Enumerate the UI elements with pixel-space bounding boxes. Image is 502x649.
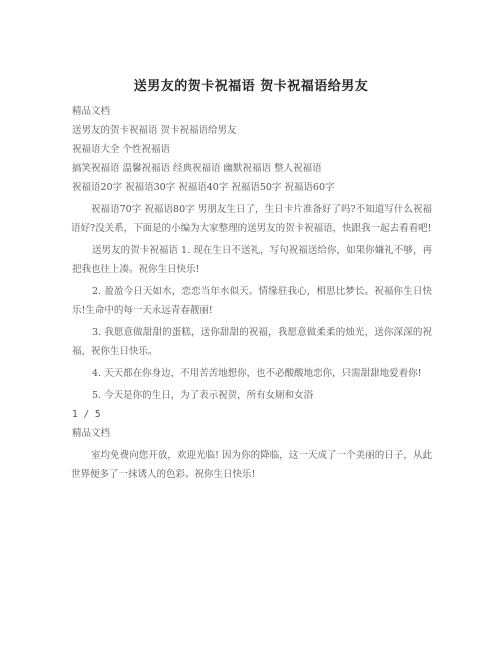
subtitle-line: 送男友的贺卡祝福语 贺卡祝福语给男友 xyxy=(72,125,237,136)
wish-item-1: 送男友的贺卡祝福语 1. 现在生日不送礼，写句祝福送给你，如果你嫌礼不够，再把我也往上凑。祝你生日快乐! xyxy=(72,245,432,275)
category-line: 祝福语大全 个性祝福语 xyxy=(72,144,171,155)
page-number: 1 / 5 xyxy=(72,409,101,420)
header-label: 精品文档 xyxy=(72,106,111,117)
intro-paragraph: 祝福语70字 祝福语80字 男朋友生日了，生日卡片准备好了吗?不知道写什么祝福语好?没关系，下面是的小编为大家整理的送男友的贺卡祝福语，快跟我一起去看看吧! xyxy=(71,204,432,234)
page-title: 送男友的贺卡祝福语 贺卡祝福语给男友 xyxy=(133,79,369,94)
wish-item-5: 5. 今天是你的生日，为了表示祝贺，所有女厕和女浴 xyxy=(92,390,314,401)
footer-label: 精品文档 xyxy=(72,428,111,439)
closing-paragraph: 室均免费向您开放，欢迎光临! 因为你的降临，这一天成了一个美丽的日子，从此世界便多了一抹诱人的色彩。祝你生日快乐! xyxy=(71,450,432,480)
wish-item-4: 4. 天天都在你身边，不用苦苦地想你，也不必酸酸地恋你，只需甜甜地爱着你! xyxy=(92,368,422,379)
wish-item-3: 3. 我愿意做甜甜的蛋糕，送你甜甜的祝福，我愿意做柔柔的烛光，送你深深的祝福，祝你生日快乐。 xyxy=(72,327,432,357)
document-body xyxy=(72,105,432,487)
length-tags-line: 祝福语20字 祝福语30字 祝福语40字 祝福语50字 祝福语60字 xyxy=(72,182,335,193)
tags-line: 搞笑祝福语 温馨祝福语 经典祝福语 幽默祝福语 整人祝福语 xyxy=(72,163,322,174)
wish-item-2: 2. 盈盈今日天如水，恋恋当年水似天。情缘驻我心，相思比梦长。祝福你生日快乐!生命中的每一天永远青春靓丽! xyxy=(72,286,432,316)
